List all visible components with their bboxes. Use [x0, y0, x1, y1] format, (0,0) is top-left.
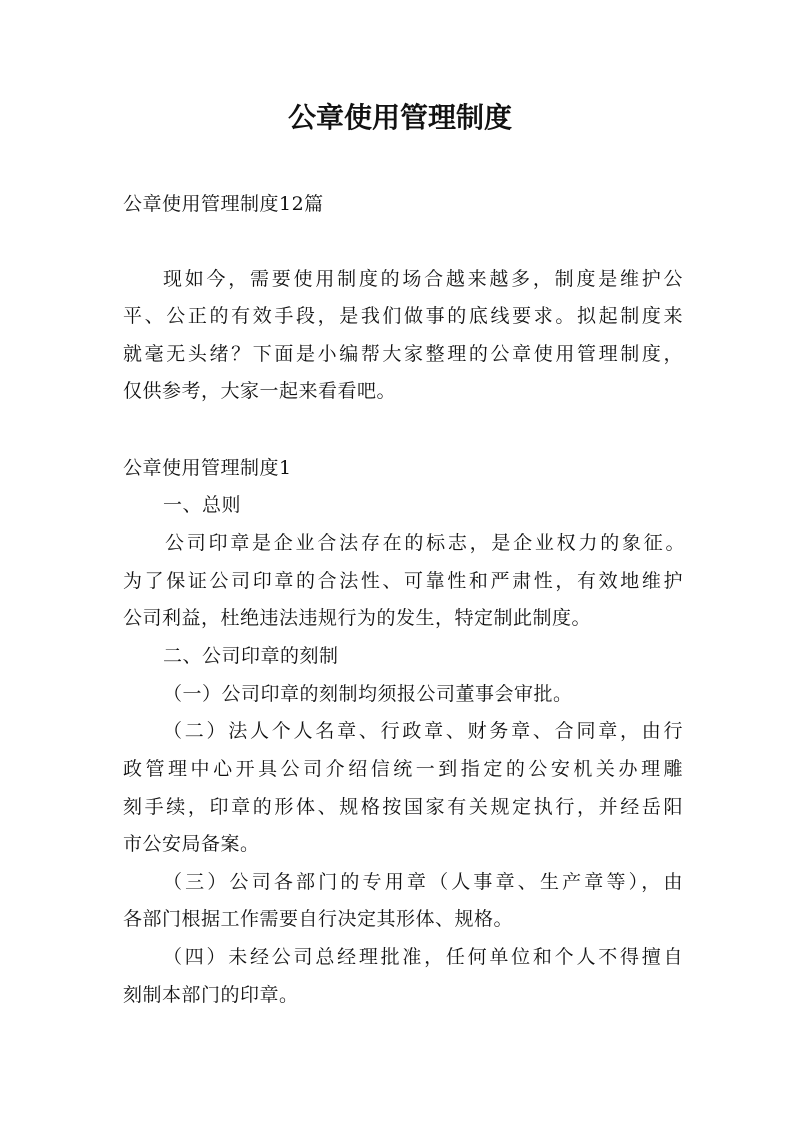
item-one: （一）公司印章的刻制均须报公司董事会审批。: [163, 683, 573, 705]
section-heading: 公章使用管理制度1: [123, 457, 292, 479]
intro-line: 现如今，需要使用制度的场合越来越多，制度是维护公: [163, 268, 683, 290]
item-two-line: （二）法人个人名章、行政章、财务章、合同章，由行: [163, 720, 683, 742]
intro-line: 平、公正的有效手段，是我们做事的底线要求。拟起制度来: [123, 305, 683, 327]
paragraph-line: 为了保证公司印章的合法性、可靠性和严肃性，有效地维护: [123, 570, 683, 592]
heading-seal-engraving: 二、公司印章的刻制: [163, 645, 339, 667]
item-three-line: （三）公司各部门的专用章（人事章、生产章等），由: [163, 871, 683, 893]
item-two-line: 刻手续，印章的形体、规格按国家有关规定执行，并经岳阳: [123, 796, 683, 818]
document-title: 公章使用管理制度: [287, 101, 512, 134]
intro-line: 就毫无头绪？下面是小编帮大家整理的公章使用管理制度，: [123, 343, 683, 365]
item-four-line: 刻制本部门的印章。: [123, 984, 299, 1006]
item-three-line: 各部门根据工作需要自行决定其形体、规格。: [123, 908, 514, 930]
item-two-line: 市公安局备案。: [123, 833, 260, 855]
paragraph-line: 公司利益，杜绝违法违规行为的发生，特定制此制度。: [123, 607, 592, 629]
item-two-line: 政管理中心开具公司介绍信统一到指定的公安机关办理雕: [123, 758, 683, 780]
intro-line: 仅供参考，大家一起来看看吧。: [123, 380, 397, 402]
heading-general: 一、总则: [163, 494, 242, 516]
paragraph-line: 公司印章是企业合法存在的标志，是企业权力的象征。: [165, 532, 685, 554]
item-four-line: （四）未经公司总经理批准，任何单位和个人不得擅自: [163, 946, 683, 968]
document-subtitle: 公章使用管理制度12篇: [123, 193, 324, 215]
